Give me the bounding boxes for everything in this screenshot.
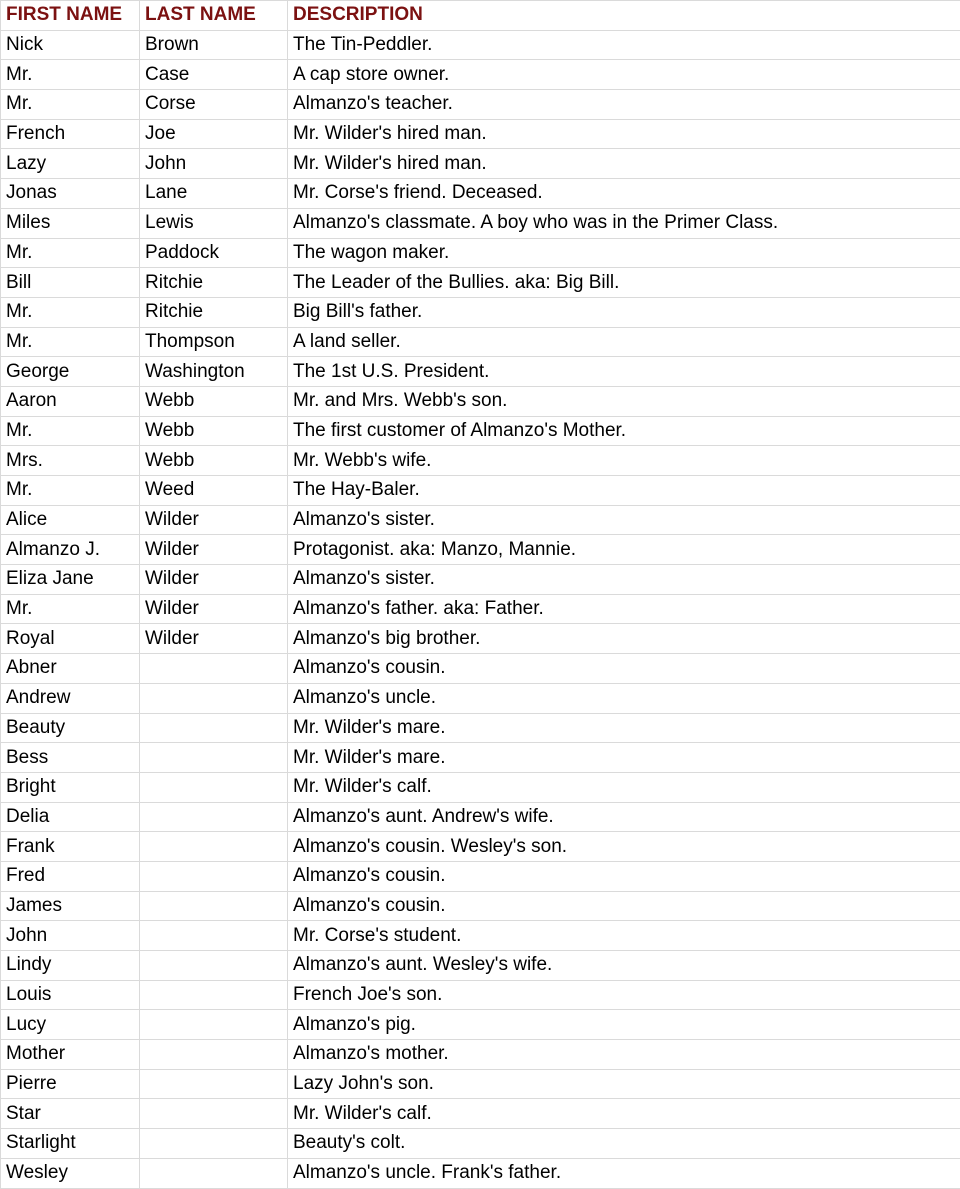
first-name-cell[interactable]: Almanzo J. <box>1 535 140 565</box>
description-cell[interactable]: A cap store owner. <box>288 60 960 90</box>
last-name-cell[interactable]: Ritchie <box>140 297 288 327</box>
table-row <box>1 832 960 862</box>
description-cell[interactable]: The Hay-Baler. <box>288 476 960 506</box>
first-name-cell[interactable]: Jonas <box>1 179 140 209</box>
first-name-cell[interactable]: Mother <box>1 1040 140 1070</box>
table-row <box>1 594 960 624</box>
last-name-cell[interactable]: Wilder <box>140 594 288 624</box>
last-name-cell[interactable] <box>140 743 288 773</box>
last-name-cell[interactable] <box>140 1129 288 1159</box>
description-cell[interactable]: Almanzo's teacher. <box>288 90 960 120</box>
table-row <box>1 624 960 654</box>
last-name-cell[interactable]: Brown <box>140 30 288 60</box>
last-name-cell[interactable] <box>140 980 288 1010</box>
first-name-cell[interactable]: Andrew <box>1 683 140 713</box>
table-row <box>1 1158 960 1188</box>
last-name-cell[interactable]: Wilder <box>140 624 288 654</box>
last-name-cell[interactable]: Joe <box>140 119 288 149</box>
table-row <box>1 119 960 149</box>
table-row <box>1 980 960 1010</box>
description-cell[interactable]: Almanzo's aunt. Wesley's wife. <box>288 951 960 981</box>
last-name-cell[interactable]: Weed <box>140 476 288 506</box>
header-row <box>1 1 960 31</box>
first-name-cell[interactable]: Wesley <box>1 1158 140 1188</box>
first-name-cell[interactable]: Frank <box>1 832 140 862</box>
table-row <box>1 891 960 921</box>
first-name-cell[interactable]: Mr. <box>1 476 140 506</box>
last-name-cell[interactable]: Wilder <box>140 535 288 565</box>
first-name-cell[interactable]: Mr. <box>1 90 140 120</box>
table-row <box>1 60 960 90</box>
last-name-cell[interactable] <box>140 654 288 684</box>
last-name-cell[interactable]: Corse <box>140 90 288 120</box>
last-name-cell[interactable] <box>140 861 288 891</box>
first-name-cell[interactable]: French <box>1 119 140 149</box>
table-row <box>1 357 960 387</box>
description-cell[interactable]: The Leader of the Bullies. aka: Big Bill. <box>288 268 960 298</box>
table-row <box>1 772 960 802</box>
last-name-cell[interactable] <box>140 802 288 832</box>
last-name-cell[interactable] <box>140 1040 288 1070</box>
description-cell[interactable]: Protagonist. aka: Manzo, Mannie. <box>288 535 960 565</box>
last-name-cell[interactable] <box>140 832 288 862</box>
last-name-cell[interactable] <box>140 1099 288 1129</box>
table-row <box>1 1010 960 1040</box>
table-row <box>1 1129 960 1159</box>
table-row <box>1 802 960 832</box>
last-name-cell[interactable]: Ritchie <box>140 268 288 298</box>
description-cell[interactable]: Mr. Wilder's mare. <box>288 743 960 773</box>
description-cell[interactable]: Big Bill's father. <box>288 297 960 327</box>
header-description[interactable]: DESCRIPTION <box>288 1 960 31</box>
first-name-cell[interactable]: Bess <box>1 743 140 773</box>
first-name-cell[interactable]: Mrs. <box>1 446 140 476</box>
first-name-cell[interactable]: Mr. <box>1 238 140 268</box>
description-cell[interactable]: Almanzo's pig. <box>288 1010 960 1040</box>
first-name-cell[interactable]: Mr. <box>1 297 140 327</box>
description-cell[interactable]: The Tin-Peddler. <box>288 30 960 60</box>
first-name-cell[interactable]: George <box>1 357 140 387</box>
table-row <box>1 683 960 713</box>
table-row <box>1 743 960 773</box>
description-cell[interactable]: Mr. Corse's student. <box>288 921 960 951</box>
description-cell[interactable]: Almanzo's aunt. Andrew's wife. <box>288 802 960 832</box>
table-row <box>1 386 960 416</box>
last-name-cell[interactable] <box>140 713 288 743</box>
description-cell[interactable]: A land seller. <box>288 327 960 357</box>
last-name-cell[interactable] <box>140 772 288 802</box>
table-row <box>1 1099 960 1129</box>
first-name-cell[interactable]: Royal <box>1 624 140 654</box>
first-name-cell[interactable]: Mr. <box>1 60 140 90</box>
description-cell[interactable]: Mr. Wilder's hired man. <box>288 119 960 149</box>
first-name-cell[interactable]: Bright <box>1 772 140 802</box>
first-name-cell[interactable]: John <box>1 921 140 951</box>
table-row <box>1 268 960 298</box>
table-row <box>1 505 960 535</box>
description-cell[interactable]: Mr. Wilder's calf. <box>288 772 960 802</box>
first-name-cell[interactable]: Nick <box>1 30 140 60</box>
description-cell[interactable]: Almanzo's cousin. <box>288 891 960 921</box>
first-name-cell[interactable]: Bill <box>1 268 140 298</box>
last-name-cell[interactable]: Lewis <box>140 208 288 238</box>
first-name-cell[interactable]: Pierre <box>1 1069 140 1099</box>
last-name-cell[interactable]: Wilder <box>140 565 288 595</box>
description-cell[interactable]: French Joe's son. <box>288 980 960 1010</box>
description-cell[interactable]: The first customer of Almanzo's Mother. <box>288 416 960 446</box>
description-cell[interactable]: Almanzo's sister. <box>288 565 960 595</box>
table-row <box>1 535 960 565</box>
table-row <box>1 1069 960 1099</box>
first-name-cell[interactable]: Miles <box>1 208 140 238</box>
last-name-cell[interactable]: Webb <box>140 446 288 476</box>
last-name-cell[interactable]: John <box>140 149 288 179</box>
first-name-cell[interactable]: Lucy <box>1 1010 140 1040</box>
description-cell[interactable]: Almanzo's uncle. <box>288 683 960 713</box>
last-name-cell[interactable] <box>140 921 288 951</box>
first-name-cell[interactable]: Louis <box>1 980 140 1010</box>
first-name-cell[interactable]: Delia <box>1 802 140 832</box>
header-first-name[interactable]: FIRST NAME <box>1 1 140 31</box>
description-cell[interactable]: Almanzo's cousin. <box>288 654 960 684</box>
last-name-cell[interactable] <box>140 1069 288 1099</box>
first-name-cell[interactable]: Mr. <box>1 416 140 446</box>
description-cell[interactable]: Almanzo's mother. <box>288 1040 960 1070</box>
description-cell[interactable]: Beauty's colt. <box>288 1129 960 1159</box>
last-name-cell[interactable]: Wilder <box>140 505 288 535</box>
first-name-cell[interactable]: Eliza Jane <box>1 565 140 595</box>
table-row <box>1 179 960 209</box>
table-row <box>1 30 960 60</box>
last-name-cell[interactable] <box>140 1158 288 1188</box>
first-name-cell[interactable]: Lazy <box>1 149 140 179</box>
first-name-cell[interactable]: Abner <box>1 654 140 684</box>
last-name-cell[interactable]: Lane <box>140 179 288 209</box>
table-body <box>1 30 960 1188</box>
table-row <box>1 416 960 446</box>
table-row <box>1 654 960 684</box>
description-cell[interactable]: Almanzo's cousin. <box>288 861 960 891</box>
description-cell[interactable]: Mr. Wilder's mare. <box>288 713 960 743</box>
last-name-cell[interactable]: Webb <box>140 386 288 416</box>
last-name-cell[interactable]: Webb <box>140 416 288 446</box>
table-row <box>1 90 960 120</box>
table-row <box>1 238 960 268</box>
first-name-cell[interactable]: Starlight <box>1 1129 140 1159</box>
description-cell[interactable]: Almanzo's classmate. A boy who was in the Primer Class. <box>288 208 960 238</box>
first-name-cell[interactable]: Fred <box>1 861 140 891</box>
last-name-cell[interactable]: Washington <box>140 357 288 387</box>
last-name-cell[interactable]: Paddock <box>140 238 288 268</box>
first-name-cell[interactable]: Mr. <box>1 327 140 357</box>
description-cell[interactable]: Almanzo's cousin. Wesley's son. <box>288 832 960 862</box>
table-row <box>1 1040 960 1070</box>
table-row <box>1 149 960 179</box>
header-last-name[interactable]: LAST NAME <box>140 1 288 31</box>
last-name-cell[interactable] <box>140 891 288 921</box>
description-cell[interactable]: Mr. Webb's wife. <box>288 446 960 476</box>
last-name-cell[interactable]: Case <box>140 60 288 90</box>
first-name-cell[interactable]: James <box>1 891 140 921</box>
description-cell[interactable]: Almanzo's uncle. Frank's father. <box>288 1158 960 1188</box>
table-row <box>1 713 960 743</box>
table-row <box>1 565 960 595</box>
description-cell[interactable]: Mr. Wilder's hired man. <box>288 149 960 179</box>
description-cell[interactable]: The 1st U.S. President. <box>288 357 960 387</box>
description-cell[interactable]: Lazy John's son. <box>288 1069 960 1099</box>
table-row <box>1 446 960 476</box>
first-name-cell[interactable]: Aaron <box>1 386 140 416</box>
description-cell[interactable]: Mr. Wilder's calf. <box>288 1099 960 1129</box>
last-name-cell[interactable] <box>140 951 288 981</box>
table-row <box>1 476 960 506</box>
last-name-cell[interactable]: Thompson <box>140 327 288 357</box>
table-row <box>1 951 960 981</box>
description-cell[interactable]: Almanzo's sister. <box>288 505 960 535</box>
description-cell[interactable]: Mr. and Mrs. Webb's son. <box>288 386 960 416</box>
first-name-cell[interactable]: Lindy <box>1 951 140 981</box>
table-row <box>1 208 960 238</box>
last-name-cell[interactable] <box>140 683 288 713</box>
description-cell[interactable]: The wagon maker. <box>288 238 960 268</box>
description-cell[interactable]: Almanzo's big brother. <box>288 624 960 654</box>
table-row <box>1 921 960 951</box>
table-row <box>1 297 960 327</box>
first-name-cell[interactable]: Beauty <box>1 713 140 743</box>
description-cell[interactable]: Almanzo's father. aka: Father. <box>288 594 960 624</box>
first-name-cell[interactable]: Alice <box>1 505 140 535</box>
first-name-cell[interactable]: Star <box>1 1099 140 1129</box>
first-name-cell[interactable]: Mr. <box>1 594 140 624</box>
table-row <box>1 861 960 891</box>
table-row <box>1 327 960 357</box>
description-cell[interactable]: Mr. Corse's friend. Deceased. <box>288 179 960 209</box>
last-name-cell[interactable] <box>140 1010 288 1040</box>
